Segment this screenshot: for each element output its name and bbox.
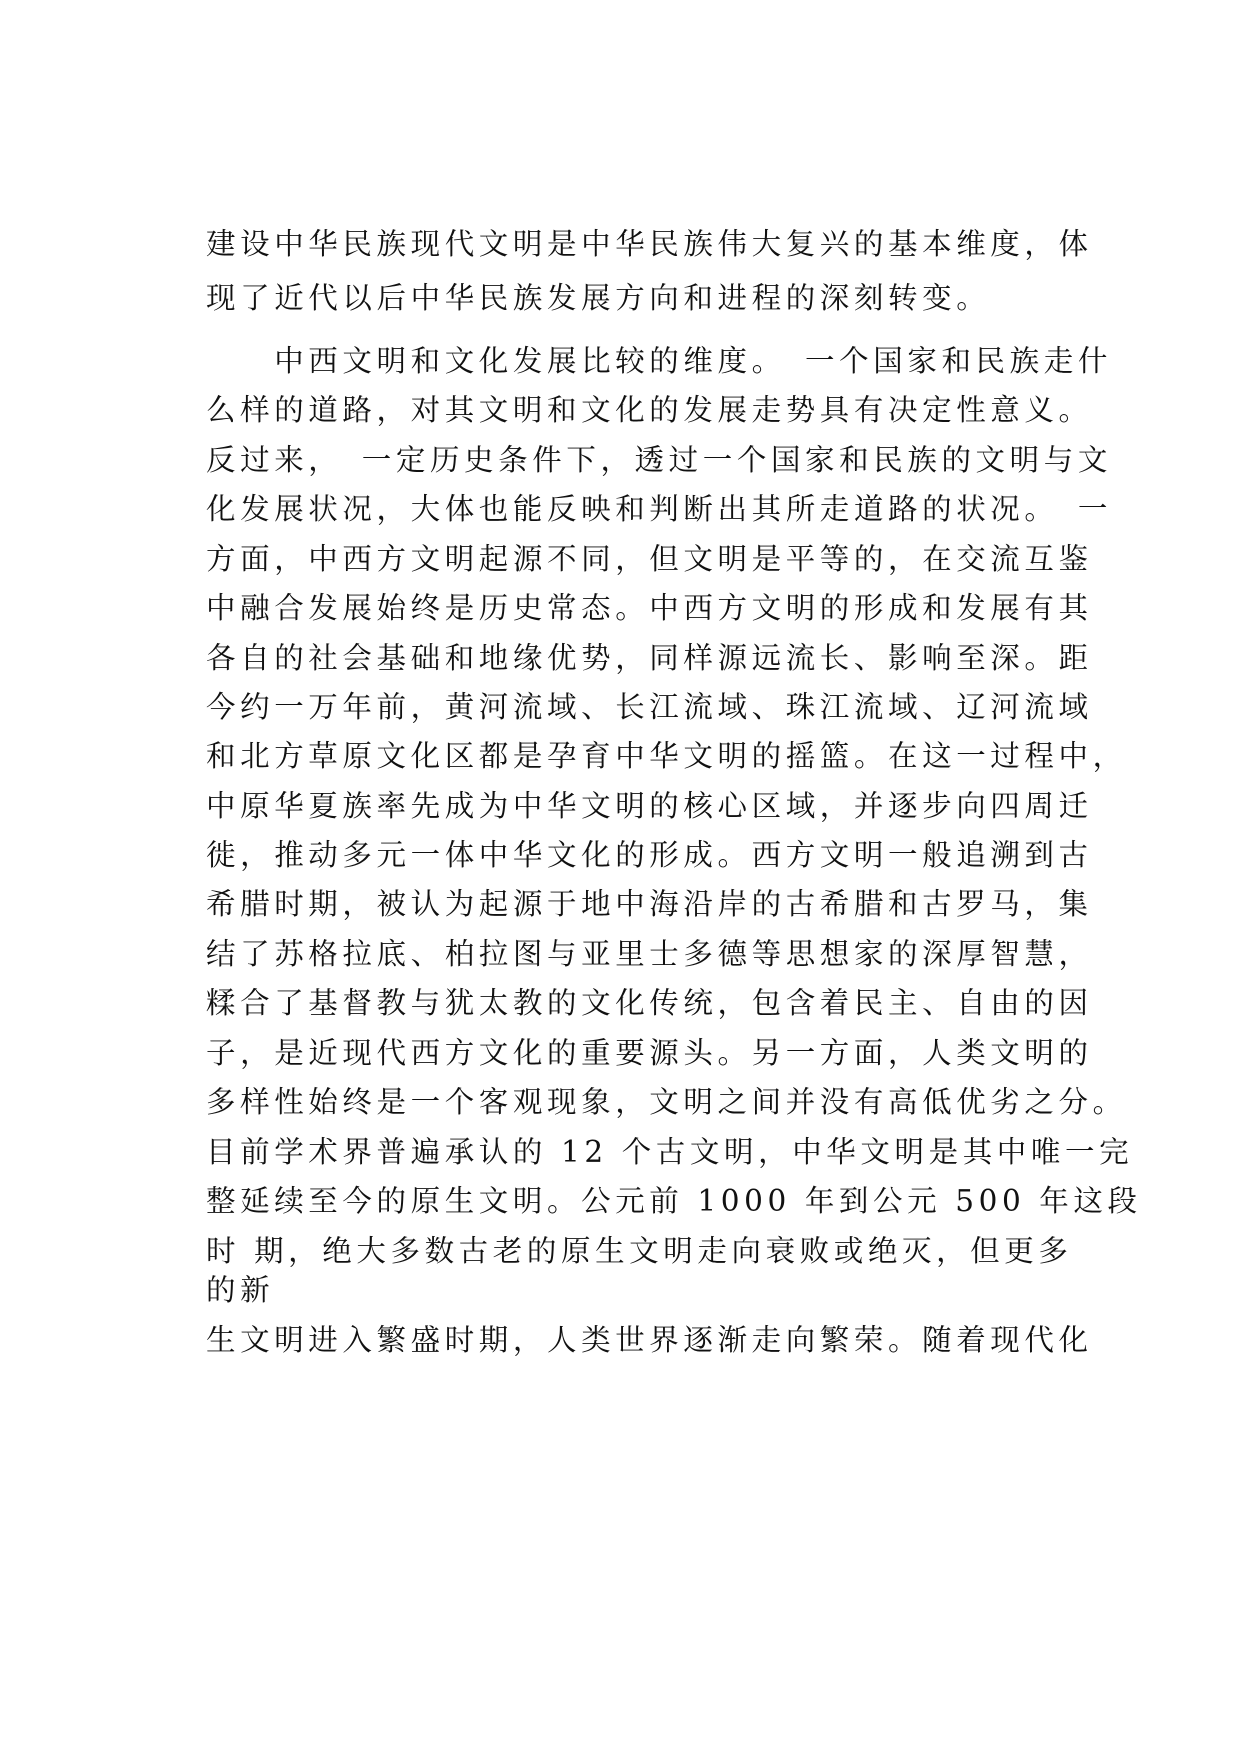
text-line: 方面，中西方文明起源不同，但文明是平等的，在交流互鉴 bbox=[206, 542, 1093, 576]
text-line: 反过来， 一定历史条件下，透过一个国家和民族的文明与文 bbox=[206, 443, 1112, 477]
text-line: 子，是近现代西方文化的重要源头。另一方面，人类文明的 bbox=[206, 1036, 1093, 1070]
text-line: 化发展状况，大体也能反映和判断出其所走道路的状况。 一 bbox=[206, 492, 1112, 526]
text-line: 目前学术界普遍承认的 12 个古文明，中华文明是其中唯一完 bbox=[206, 1135, 1134, 1169]
text-line: 生文明进入繁盛时期，人类世界逐渐走向繁荣。随着现代化 bbox=[206, 1323, 1093, 1357]
text-line: 和北方草原文化区都是孕育中华文明的摇篮。在这一过程中， bbox=[206, 739, 1127, 773]
text-line: 各自的社会基础和地缘优势，同样源远流长、影响至深。距 bbox=[206, 641, 1093, 675]
text-line: 中融合发展始终是历史常态。中西方文明的形成和发展有其 bbox=[206, 591, 1093, 625]
text-line: 现了近代以后中华民族发展方向和进程的深刻转变。 bbox=[206, 281, 991, 315]
text-line: 多样性始终是一个客观现象，文明之间并没有高低优劣之分。 bbox=[206, 1085, 1127, 1119]
text-line: 中原华夏族率先成为中华文明的核心区域，并逐步向四周迁 bbox=[206, 789, 1093, 823]
text-line: 糅合了基督教与犹太教的文化传统，包含着民主、自由的因 bbox=[206, 986, 1093, 1020]
text-line: 希腊时期，被认为起源于地中海沿岸的古希腊和古罗马，集 bbox=[206, 887, 1093, 921]
text-line: 中西文明和文化发展比较的维度。 一个国家和民族走什 bbox=[206, 344, 1112, 378]
text-line: 的新 bbox=[206, 1273, 275, 1307]
text-line: 整延续至今的原生文明。公元前 1000 年到公元 500 年这段 bbox=[206, 1184, 1142, 1218]
text-line: 么样的道路，对其文明和文化的发展走势具有决定性意义。 bbox=[206, 393, 1093, 427]
text-line: 结了苏格拉底、柏拉图与亚里士多德等思想家的深厚智慧， bbox=[206, 937, 1093, 971]
text-line: 今约一万年前，黄河流域、长江流域、珠江流域、辽河流域 bbox=[206, 690, 1093, 724]
text-line: 建设中华民族现代文明是中华民族伟大复兴的基本维度，体 bbox=[206, 227, 1093, 261]
text-line: 时 期，绝大多数古老的原生文明走向衰败或绝灭，但更多 bbox=[206, 1234, 1073, 1268]
text-line: 徙，推动多元一体中华文化的形成。西方文明一般追溯到古 bbox=[206, 838, 1093, 872]
